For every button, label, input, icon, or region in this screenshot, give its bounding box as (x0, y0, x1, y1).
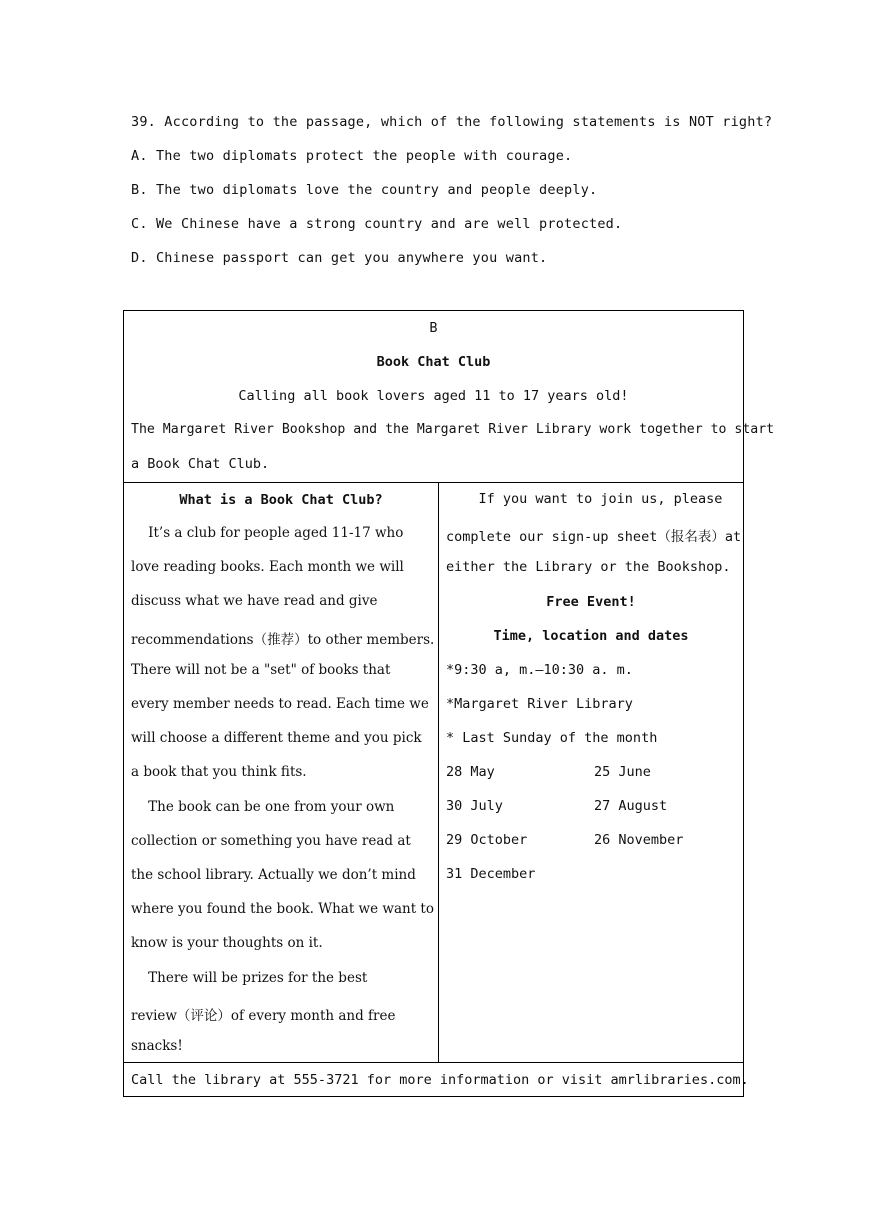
event-date: 29 October (446, 832, 528, 848)
free-event-heading: Free Event! (546, 594, 636, 610)
left-text-line: snacks! (131, 1038, 183, 1054)
divider-top (124, 482, 743, 483)
event-date: 27 August (594, 798, 668, 814)
left-text-line: the school library. Actually we don’t mind (131, 867, 416, 883)
option-d: D. Chinese passport can get you anywhere you want. (131, 250, 548, 266)
intro-line-1: The Margaret River Bookshop and the Margaret River Library work together to start (131, 422, 775, 437)
intro-line-2: a Book Chat Club. (131, 456, 270, 472)
left-heading: What is a Book Chat Club? (179, 492, 383, 508)
left-text-line: know is your thoughts on it. (131, 935, 323, 952)
section-letter: B (429, 320, 438, 336)
event-date: 26 November (594, 832, 684, 848)
event-date: 25 June (594, 764, 651, 780)
notice-title: Book Chat Club (376, 354, 491, 370)
event-date: 30 July (446, 798, 503, 814)
left-text-line: There will not be a "set" of books that (131, 661, 391, 678)
question-stem: 39. According to the passage, which of the following statements is NOT right? (131, 114, 773, 130)
left-text-line: a book that you think fits. (131, 764, 307, 781)
divider-bottom (124, 1062, 743, 1063)
join-text-line: either the Library or the Bookshop. (446, 559, 731, 575)
left-text-line: will choose a different theme and you pick (131, 730, 422, 747)
left-text-line: collection or something you have read at (131, 832, 411, 849)
option-b: B. The two diplomats love the country and people deeply. (131, 182, 598, 198)
event-location: *Margaret River Library (446, 696, 633, 712)
left-text-line: There will be prizes for the best (131, 969, 368, 986)
footer-contact: Call the library at 555-3721 for more information or visit amrlibraries.com. (131, 1072, 749, 1088)
left-text-line: discuss what we have read and give (131, 593, 378, 610)
left-text-line: recommendations（推荐）to other members. (131, 631, 435, 648)
event-time: *9:30 a, m.—10:30 a. m. (446, 662, 633, 678)
event-frequency: * Last Sunday of the month (446, 730, 658, 746)
column-divider (438, 482, 439, 1062)
join-text-line: If you want to join us, please (446, 491, 723, 507)
book-chat-club-notice (123, 310, 775, 1097)
join-text-line: complete our sign-up sheet（报名表）at (446, 529, 742, 545)
event-date: 31 December (446, 866, 536, 882)
notice-subtitle: Calling all book lovers aged 11 to 17 years old! (238, 388, 629, 404)
left-text-line: The book can be one from your own (131, 798, 395, 815)
details-heading: Time, location and dates (493, 628, 689, 644)
option-c: C. We Chinese have a strong country and are well protected. (131, 216, 623, 232)
event-date: 28 May (446, 764, 495, 780)
left-text-line: every member needs to read. Each time we (131, 696, 429, 712)
left-text-line: where you found the book. What we want to (131, 901, 434, 918)
left-text-line: It’s a club for people aged 11-17 who (131, 525, 404, 541)
left-text-line: love reading books. Each month we will (131, 559, 404, 576)
option-a: A. The two diplomats protect the people with courage. (131, 148, 573, 164)
left-text-line: review（评论）of every month and free (131, 1007, 396, 1024)
